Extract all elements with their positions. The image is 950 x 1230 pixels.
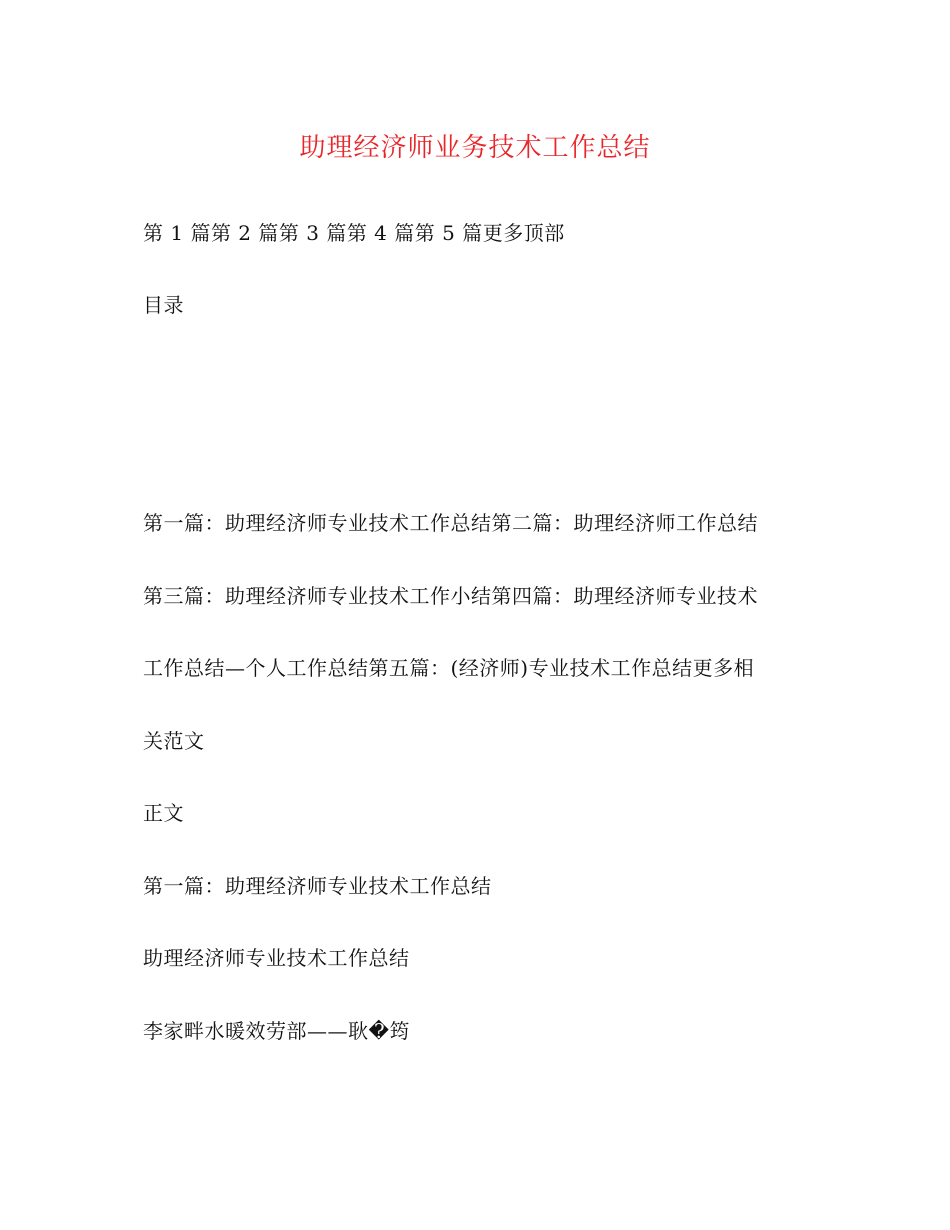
author-line: 李家畔水暖效劳部——耿�筠 (143, 1019, 411, 1043)
section-title: 第一篇：助理经济师专业技术工作总结 (143, 874, 492, 898)
document-title: 助理经济师业务技术工作总结 (299, 133, 651, 163)
section-subtitle: 助理经济师专业技术工作总结 (143, 946, 410, 970)
toc-line: 第一篇：助理经济师专业技术工作总结第二篇：助理经济师工作总结 (143, 511, 758, 535)
toc-line: 关范文 (143, 729, 205, 753)
toc-line: 工作总结—个人工作总结第五篇：(经济师)专业技术工作总结更多相 (143, 656, 755, 680)
toc-line: 第三篇：助理经济师专业技术工作小结第四篇：助理经济师专业技术 (143, 584, 758, 608)
body-heading: 正文 (143, 801, 184, 825)
chapter-nav-line: 第 1 篇第 2 篇第 3 篇第 4 篇第 5 篇更多顶部 (143, 221, 565, 245)
toc-heading: 目录 (143, 293, 184, 317)
